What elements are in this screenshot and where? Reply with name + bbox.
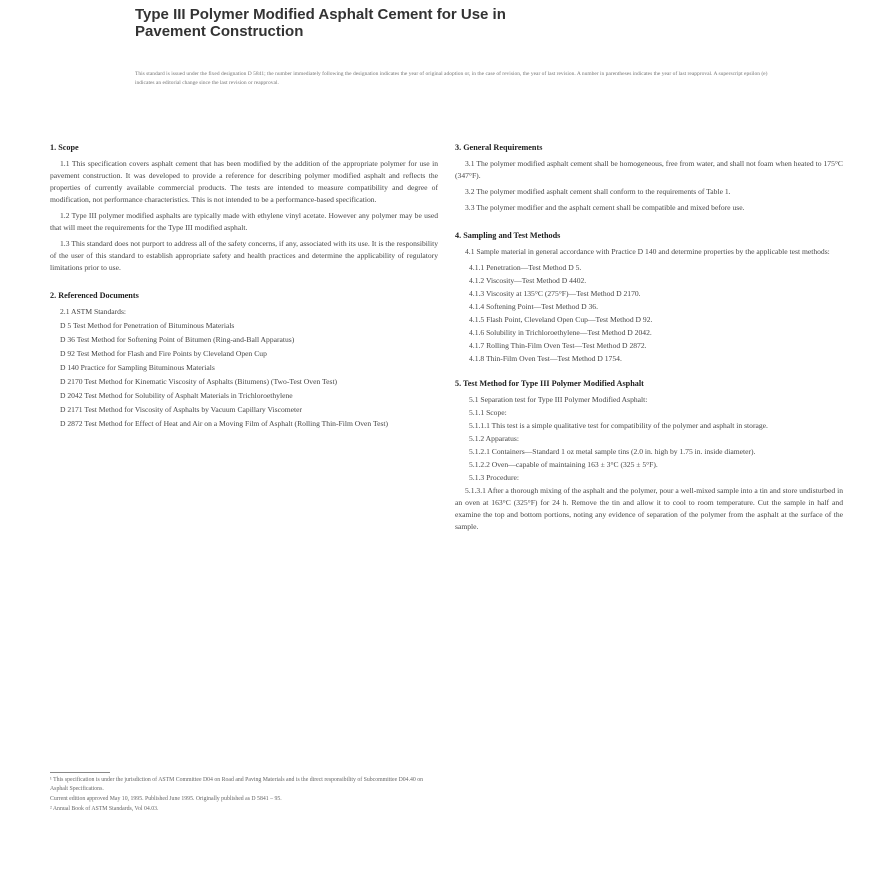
reference-item: 2.1 ASTM Standards: — [60, 307, 127, 316]
general-paragraph: 3.1 The polymer modified asphalt cement shall be homogeneous, free from water, and shall not foam when heated to 175°C (347°F). — [455, 159, 843, 180]
section-heading-sampling: 4. Sampling and Test Methods — [455, 231, 561, 240]
section-heading-references: 2. Referenced Documents — [50, 291, 139, 300]
procedure-item: 5.1.2 Apparatus: — [469, 434, 519, 443]
right-column — [455, 140, 843, 537]
scope-paragraph: 1.3 This standard does not purport to address all of the safety concerns, if any, associated with its use. It is the responsibility of the user of this standard to establish appropriate safety and health practices and determine the applicability of regulatory limitations prior to use. — [50, 239, 438, 272]
reference-item: D 92 Test Method for Flash and Fire Points by Cleveland Open Cup — [60, 349, 267, 358]
test-method-item: 4.1.4 Softening Point—Test Method D 36. — [469, 302, 598, 311]
test-method-item: 4.1.2 Viscosity—Test Method D 4402. — [469, 276, 587, 285]
footnote: ¹ This specification is under the jurisdiction of ASTM Committee D04 on Road and Paving Materials and is the direct responsibility of Subcommittee D04.40 on Asphalt Specifications. — [50, 777, 424, 792]
reference-item: D 2170 Test Method for Kinematic Viscosity of Asphalts (Bitumens) (Two-Test Oven Test) — [60, 377, 338, 386]
test-method-item: 4.1.5 Flash Point, Cleveland Open Cup—Test Method D 92. — [469, 315, 653, 324]
procedure-item: 5.1.2.2 Oven—capable of maintaining 163 ± 3°C (325 ± 5°F). — [469, 460, 658, 469]
footnote-divider — [50, 772, 110, 773]
general-paragraph: 3.2 The polymer modified asphalt cement shall conform to the requirements of Table 1. — [465, 187, 731, 196]
procedure-item: 5.1 Separation test for Type III Polymer Modified Asphalt: — [469, 395, 648, 404]
section-heading-general: 3. General Requirements — [455, 143, 543, 152]
issuance-note: This standard is issued under the fixed designation D 5841; the number immediately following the designation indicates the year of original adoption or, in the case of revision, the year of last revision. A number in parentheses indicates the year of last reapproval. A superscript epsilon (e) indicates an editorial change since the last revision or reapproval. — [135, 71, 768, 86]
footnote: ² Annual Book of ASTM Standards, Vol 04.03. — [50, 806, 159, 812]
section-heading-scope: 1. Scope — [50, 143, 79, 152]
reference-item: D 2171 Test Method for Viscosity of Asphalts by Vacuum Capillary Viscometer — [60, 405, 303, 414]
procedure-item: 5.1.1 Scope: — [469, 408, 507, 417]
sampling-intro: 4.1 Sample material in general accordance with Practice D 140 and determine properties by the applicable test methods: — [465, 247, 830, 256]
reference-item: D 36 Test Method for Softening Point of Bitumen (Ring-and-Ball Apparatus) — [60, 335, 295, 344]
reference-item: D 5 Test Method for Penetration of Bituminous Materials — [60, 321, 235, 330]
test-method-item: 4.1.3 Viscosity at 135°C (275°F)—Test Method D 2170. — [469, 289, 641, 298]
title-line-2: Pavement Construction — [135, 23, 304, 40]
test-method-item: 4.1.8 Thin-Film Oven Test—Test Method D 1754. — [469, 354, 622, 363]
section-heading-test-method: 5. Test Method for Type III Polymer Modified Asphalt — [455, 379, 644, 388]
test-method-item: 4.1.1 Penetration—Test Method D 5. — [469, 263, 582, 272]
scope-paragraph: 1.1 This specification covers asphalt cement that has been modified by the addition of the appropriate polymer for use in pavement construction. It was developed to provide a reference for describing polymer modified asphalt and reflects the properties of currently available commercial products. The tests are intended to measure compatibility and degree of modification, not performance characteristics. This is not intended to be a performance-based specification. — [50, 159, 438, 204]
procedure-item: 5.1.1.1 This test is a simple qualitative test for compatibility of the polymer and asphalt in storage. — [469, 421, 768, 430]
procedure-item: 5.1.3 Procedure: — [469, 473, 519, 482]
document-title — [135, 6, 775, 40]
test-method-item: 4.1.6 Solubility in Trichloroethylene—Test Method D 2042. — [469, 328, 652, 337]
test-method-item: 4.1.7 Rolling Thin-Film Oven Test—Test Method D 2872. — [469, 341, 647, 350]
reference-item: D 2872 Test Method for Effect of Heat and Air on a Moving Film of Asphalt (Rolling Thin-Film Oven Test) — [60, 419, 389, 428]
footnote: Current edition approved May 10, 1995. Published June 1995. Originally published as D 5841 – 95. — [50, 796, 282, 802]
reference-item: D 140 Practice for Sampling Bituminous Materials — [60, 363, 215, 372]
left-column — [50, 140, 438, 432]
procedure-item: 5.1.2.1 Containers—Standard 1 oz metal sample tins (2.0 in. high by 1.75 in. inside diameter). — [469, 447, 756, 456]
reference-item: D 2042 Test Method for Solubility of Asphalt Materials in Trichloroethylene — [60, 391, 293, 400]
footnotes — [50, 776, 430, 815]
scope-paragraph: 1.2 Type III polymer modified asphalts are typically made with ethylene vinyl acetate. However any polymer may be used that will meet the requirements for the Type III modified asphalt. — [50, 211, 438, 232]
procedure-paragraph: 5.1.3.1 After a thorough mixing of the asphalt and the polymer, pour a well-mixed sample into a tin and store undisturbed in an oven at 163°C (325°F) for 24 h. Remove the tin and allow it to cool to room temperature. Cut the sample in half and examine the top and bottom portions, noting any evidence of separation of the polymer from the asphalt at the surface of the sample. — [455, 486, 843, 531]
general-paragraph: 3.3 The polymer modifier and the asphalt cement shall be compatible and mixed before use. — [465, 203, 745, 212]
title-line-1: Type III Polymer Modified Asphalt Cement for Use in — [135, 6, 506, 23]
